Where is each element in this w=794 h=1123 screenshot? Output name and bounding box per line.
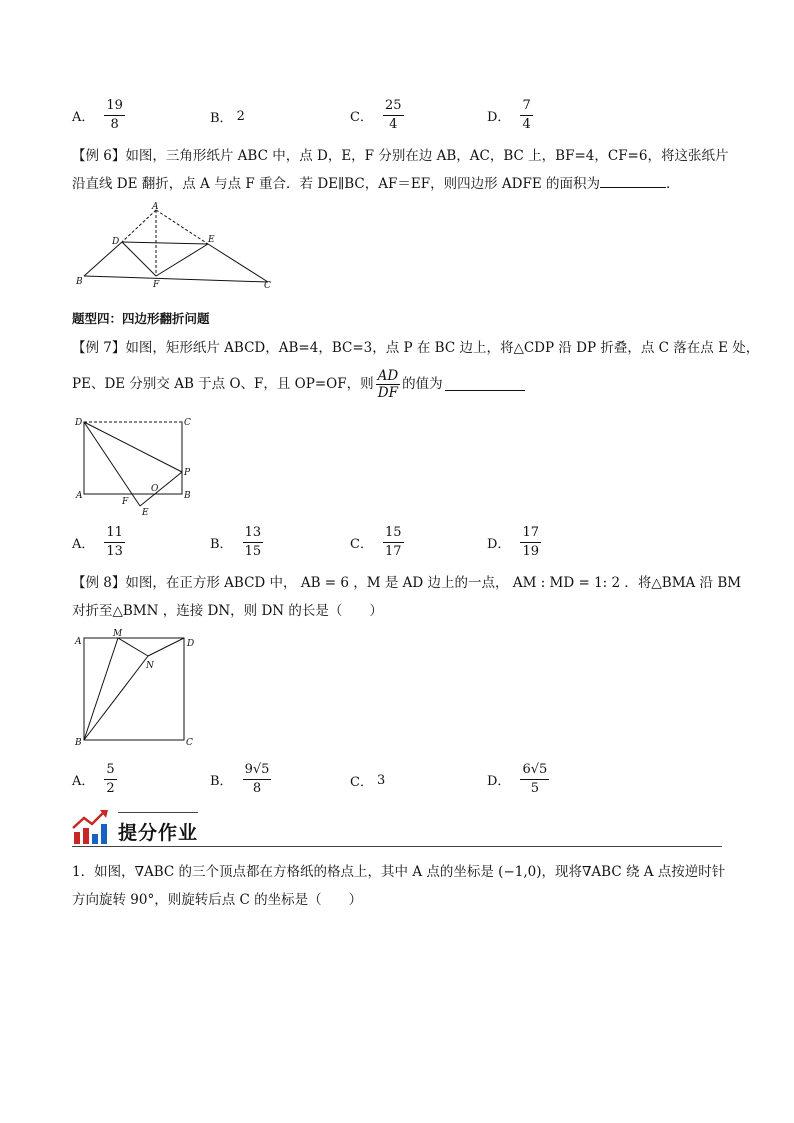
denominator: DF: [377, 384, 398, 401]
numerator: 5: [104, 762, 116, 780]
fraction: [104, 98, 125, 133]
segment-nd: [148, 638, 184, 656]
rectangle-abcd: [84, 422, 182, 494]
fraction: [243, 525, 264, 560]
denominator: 13: [106, 544, 123, 559]
segment-de: [84, 422, 140, 506]
denominator: 8: [110, 117, 119, 132]
q5-option-a: [72, 98, 125, 133]
ex6-line2-end: ．: [665, 176, 680, 192]
fraction: [520, 525, 541, 560]
option-letter: A．: [72, 774, 95, 789]
section-title: 题型四：四边形翻折问题: [72, 311, 210, 326]
q5-option-b: [210, 107, 245, 126]
option-value: 3: [376, 773, 386, 788]
option-letter: D．: [487, 110, 511, 125]
label-c: C: [184, 418, 191, 428]
answer-blank[interactable]: [445, 378, 525, 391]
label-d: D: [187, 639, 195, 649]
ex8-line1: 【例 8】如图，在正方形 ABCD 中， AB = 6 ，M 是 AD 边上的一点， AM : MD = 1: 2 ．将△BMA 沿 BM: [72, 575, 742, 591]
option-letter: B．: [210, 774, 233, 789]
ex7-line2: [72, 364, 525, 404]
fraction: [104, 525, 125, 560]
answer-blank[interactable]: [600, 175, 666, 188]
denominator: 17: [384, 544, 402, 559]
title-overline: [118, 812, 198, 813]
label-p: P: [184, 468, 191, 478]
option-letter: B．: [210, 111, 233, 126]
label-m: M: [113, 629, 123, 639]
ex7-option-d: [487, 525, 541, 560]
fraction: [520, 98, 532, 133]
fraction: [104, 762, 116, 797]
square-abcd: [84, 638, 184, 740]
ex6-figure: [72, 200, 282, 292]
fold-line-ae: [156, 210, 208, 244]
label-o: O: [151, 484, 159, 494]
label-d: D: [112, 237, 120, 247]
segment-mn: [118, 638, 148, 656]
hw-q1-line1: 1．如图，∇ABC 的三个顶点都在方格纸的格点上，其中 A 点的坐标是 (−1,0)，现将∇ABC 绕 A 点按逆时针: [72, 864, 726, 880]
label-b: B: [184, 491, 191, 501]
segment-bn: [84, 656, 148, 740]
option-letter: D．: [487, 537, 511, 552]
numerator: 7: [520, 98, 532, 116]
segment-ef: [156, 244, 208, 276]
numerator: 25: [383, 98, 404, 116]
option-letter: A．: [72, 110, 95, 125]
ex7-option-b: [210, 525, 263, 560]
ex7-line2-text: PE、DE 分别交 AB 于点 O、F，且 OP=OF，则: [72, 376, 374, 392]
numerator: 15: [383, 525, 404, 543]
option-letter: B．: [210, 537, 233, 552]
homework-title: 提分作业: [118, 822, 199, 844]
ex6-line1: 【例 6】如图，三角形纸片 ABC 中，点 D，E，F 分别在边 AB，AC，BC 上，BF=4，CF=6，将这张纸片: [72, 148, 729, 164]
q5-option-d: [487, 98, 533, 133]
fraction: [243, 762, 272, 797]
ex8-option-b: [210, 762, 271, 797]
segment-dp: [84, 422, 182, 472]
ex8-line2: 对折至△BMN ，连接 DN，则 DN 的长是（ ）: [72, 603, 383, 619]
option-letter: C．: [350, 110, 373, 125]
q5-option-c: [350, 98, 404, 133]
numerator: 19: [104, 98, 125, 116]
ex8-figure: [72, 628, 202, 750]
numerator: 13: [243, 525, 264, 543]
ex8-option-a: [72, 762, 117, 797]
denominator: 4: [522, 117, 531, 132]
option-value: 2: [236, 109, 245, 124]
numerator: 6√5: [520, 762, 549, 780]
label-f: F: [153, 280, 160, 290]
fraction: [520, 762, 549, 797]
segment-bm: [84, 638, 118, 740]
fraction: [383, 525, 404, 560]
label-a: A: [75, 637, 82, 647]
numerator: AD: [377, 367, 399, 384]
denominator: 5: [530, 781, 539, 796]
ex8-option-d: [487, 762, 549, 797]
label-b: B: [76, 277, 83, 287]
ex7-option-a: [72, 525, 125, 560]
label-f: F: [122, 497, 129, 507]
segment-bd: [84, 242, 122, 276]
denominator: 2: [106, 781, 115, 796]
label-a: A: [76, 491, 83, 501]
hw-q1-line2: 方向旋转 90°，则旋转后点 C 的坐标是（ ）: [72, 892, 363, 908]
numerator: 17: [520, 525, 541, 543]
ex8-option-c: [350, 771, 385, 790]
chart-growth-icon: [70, 808, 110, 846]
denominator: 8: [252, 781, 262, 796]
fraction: [383, 98, 404, 133]
segment-de: [122, 242, 208, 244]
ex7-option-c: [350, 525, 404, 560]
label-n: N: [146, 661, 154, 671]
option-letter: C．: [350, 775, 373, 790]
label-c: C: [264, 281, 271, 291]
ex7-line2-end: 的值为: [402, 376, 443, 392]
label-e: E: [142, 508, 149, 518]
ex7-figure: [72, 414, 202, 518]
section-rule: [72, 846, 722, 847]
option-letter: C．: [350, 537, 373, 552]
fraction-ad-df: [376, 368, 401, 401]
segment-ec: [208, 244, 268, 282]
denominator: 15: [244, 544, 262, 559]
numerator: 9√5: [243, 762, 272, 780]
segment-df: [122, 242, 156, 276]
denominator: 4: [389, 117, 398, 132]
label-a: A: [152, 202, 159, 212]
label-b: B: [75, 738, 82, 748]
segment-bc: [84, 276, 268, 282]
ex6-line2: [72, 174, 679, 194]
segment-pe: [140, 472, 182, 506]
label-e: E: [208, 235, 215, 245]
option-letter: D．: [487, 774, 511, 789]
ex6-line2-text: 沿直线 DE 翻折，点 A 与点 F 重合．若 DE∥BC，AF＝EF，则四边形 ADFE 的面积为: [72, 176, 600, 192]
fold-line-ad: [122, 210, 156, 242]
option-letter: A．: [72, 537, 95, 552]
numerator: 11: [104, 525, 125, 543]
label-d: D: [75, 418, 83, 428]
label-c: C: [186, 738, 193, 748]
denominator: 19: [522, 544, 539, 559]
ex7-line1: 【例 7】如图，矩形纸片 ABCD，AB=4，BC=3，点 P 在 BC 边上，将△CDP 沿 DP 折叠，点 C 落在点 E 处，: [72, 340, 760, 356]
